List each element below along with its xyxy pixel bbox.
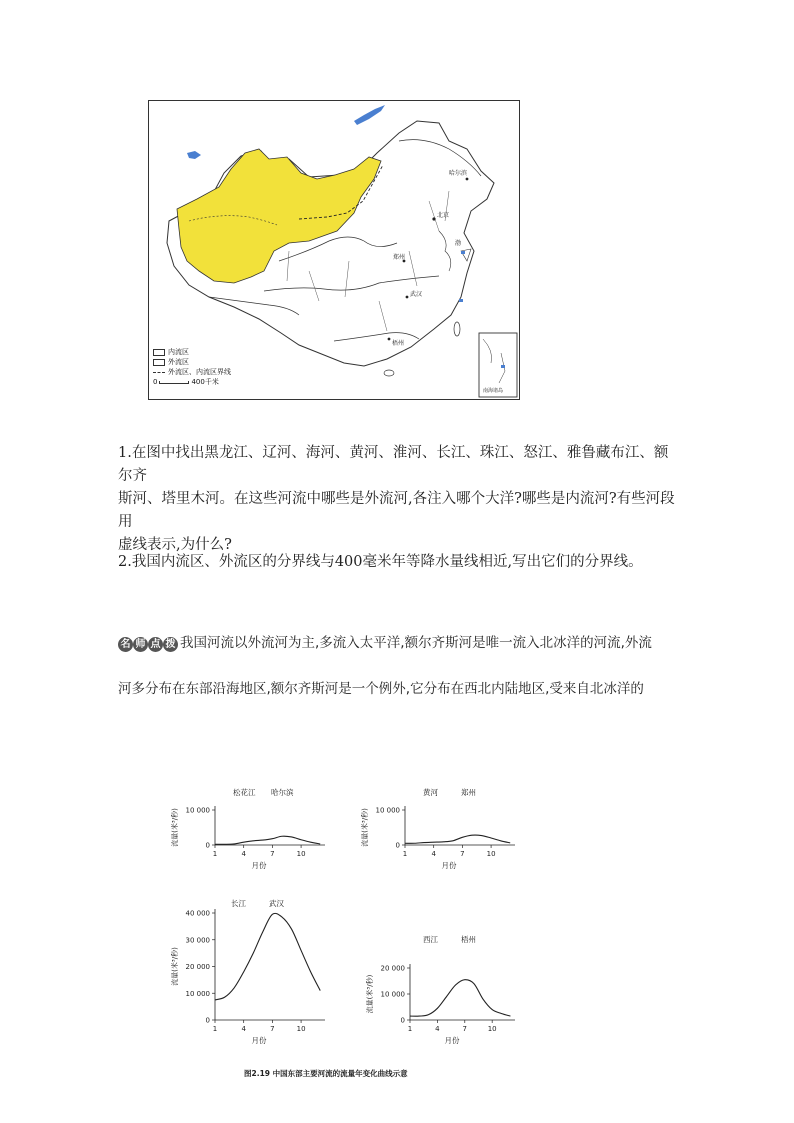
map-label-zhengzhou: 郑州	[393, 254, 406, 261]
chart-1-xtick-label-3: 10	[296, 850, 306, 858]
map-label-inset: 南海诸岛	[483, 388, 504, 394]
chart-4-series-line	[410, 980, 510, 1017]
chart-1-xtick-label-1: 4	[241, 850, 246, 858]
map-label-beijing: 北京	[437, 212, 450, 219]
chart-1-ylabel: 流量(米³/秒)	[171, 808, 179, 847]
sea-mark-1	[461, 251, 465, 254]
taiwan-island	[454, 322, 460, 336]
badge-char-2: 师	[133, 637, 148, 652]
beijing-dot	[432, 217, 435, 220]
chart-2-station-label: 郑州	[461, 788, 476, 797]
legend-label-outer: 外流区	[168, 358, 189, 366]
sea-mark-2	[459, 299, 463, 302]
china-drainage-map	[148, 100, 520, 400]
chart-1-river-label: 松花江	[233, 788, 256, 797]
chart-2-xtick-label-2: 7	[460, 850, 465, 858]
wuzhou-dot	[388, 338, 391, 341]
legend-swatch-inner	[153, 349, 165, 356]
map-label-wuzhou: 梧州	[392, 340, 405, 347]
question-2-text: 2.我国内流区、外流区的分界线与400毫米年等降水量线相近,写出它们的分界线。	[118, 554, 643, 570]
tip-paragraph-line-1	[118, 631, 652, 652]
chart-4-xtick-label-3: 10	[487, 1025, 497, 1033]
chart-4-ylabel: 流量(米³/秒)	[366, 974, 374, 1014]
chart-3-ytick-label-1: 10 000	[185, 989, 210, 998]
legend-inner	[153, 347, 231, 357]
map-legend	[153, 347, 231, 387]
chart-3-ytick-label-4: 40 000	[185, 909, 210, 918]
badge-char-3: 点	[148, 637, 163, 652]
chart-3-series-line	[215, 913, 320, 1000]
legend-swatch-outer	[153, 359, 165, 366]
scale-distance: 400千米	[191, 378, 219, 386]
chart-3-xtick-label-3: 10	[296, 1025, 306, 1033]
chart-2-ylabel: 流量(米³/秒)	[361, 808, 369, 847]
scale-zero: 0	[153, 378, 158, 386]
chart-3-ylabel: 流量(米³/秒)	[171, 947, 179, 986]
sea-mark-3	[501, 365, 505, 368]
chart-3-xlabel: 月份	[251, 1036, 267, 1045]
chart-4-xtick-label-1: 4	[435, 1025, 440, 1033]
harbin-dot	[466, 178, 469, 181]
legend-boundary	[153, 367, 231, 377]
river-discharge-charts	[165, 780, 545, 1085]
chart-4-xtick-label-0: 1	[407, 1025, 413, 1033]
question-1-line-1: 1.在图中找出黑龙江、辽河、海河、黄河、淮河、长江、珠江、怒江、雅鲁藏布江、额尔齐	[118, 445, 669, 484]
map-label-wuhan: 武汉	[410, 291, 423, 298]
charts-canvas	[165, 780, 545, 1065]
chart-1-station-label: 哈尔滨	[271, 788, 294, 797]
chart-3-xtick-label-0: 1	[212, 1025, 218, 1033]
badge-char-1: 名	[118, 637, 133, 652]
chart-1-xtick-label-0: 1	[212, 850, 218, 858]
map-label-sea: 渤	[455, 240, 462, 247]
chart-3-ytick-label-0: 0	[205, 1016, 210, 1025]
tip-text-line-2: 河多分布在东部沿海地区,额尔齐斯河是一个例外,它分布在西北内陆地区,受来自北冰洋的	[118, 681, 644, 697]
chart-2-xtick-label-3: 10	[486, 850, 496, 858]
tip-paragraph-line-2	[118, 677, 644, 697]
chart-1-ytick-label-0: 0	[205, 841, 210, 850]
baikal-lake	[354, 105, 385, 125]
legend-outer	[153, 357, 231, 367]
tip-text-line-1: 我国河流以外流河为主,多流入太平洋,额尔齐斯河是唯一流入北冰洋的河流,外流	[180, 635, 652, 651]
scale-bar	[153, 377, 231, 387]
chart-2-xtick-label-1: 4	[431, 850, 436, 858]
chart-4-ytick-label-0: 0	[400, 1016, 405, 1025]
question-1	[118, 442, 678, 557]
teacher-tip-badge	[118, 635, 178, 652]
chart-1-ytick-label-1: 10 000	[185, 806, 210, 815]
chart-3-river-label: 长江	[231, 899, 246, 908]
chart-2-series-line	[405, 835, 510, 843]
chart-1-xtick-label-2: 7	[270, 850, 275, 858]
chart-3-xtick-label-1: 4	[241, 1025, 246, 1033]
question-1-line-2: 斯河、塔里木河。在这些河流中哪些是外流河,各注入哪个大洋?哪些是内流河?有些河段用	[118, 491, 675, 530]
northwest-lake	[187, 151, 201, 159]
hainan-island	[384, 370, 394, 376]
legend-label-inner: 内流区	[168, 348, 189, 356]
map-label-harbin: 哈尔滨	[449, 170, 468, 177]
chart-4-station-label: 梧州	[461, 935, 476, 944]
chart-2-ytick-label-0: 0	[395, 841, 400, 850]
chart-2-xtick-label-0: 1	[402, 850, 408, 858]
figure-caption: 图2.19 中国东部主要河流的流量年变化曲线示意	[244, 1069, 408, 1078]
chart-4-xtick-label-2: 7	[462, 1025, 468, 1033]
chart-2-xlabel: 月份	[441, 861, 457, 870]
chart-4-river-label: 西江	[423, 935, 438, 944]
chart-3-station-label: 武汉	[269, 899, 284, 908]
wuhan-dot	[406, 296, 409, 299]
chart-1-xlabel: 月份	[251, 861, 267, 870]
chart-1-series-line	[215, 836, 320, 844]
legend-label-boundary: 外流区、内流区界线	[168, 368, 231, 376]
chart-4-ytick-label-1: 10 000	[380, 990, 405, 999]
chart-3-ytick-label-3: 30 000	[185, 936, 210, 945]
question-1-line-3: 虚线表示,为什么?	[118, 537, 232, 553]
chart-4-ytick-label-2: 20 000	[380, 964, 405, 973]
chart-2-ytick-label-1: 10 000	[375, 806, 400, 815]
question-2	[118, 551, 678, 574]
scale-line	[159, 381, 189, 384]
chart-3-xtick-label-2: 7	[270, 1025, 275, 1033]
chart-3-ytick-label-2: 20 000	[185, 963, 210, 971]
chart-2-river-label: 黄河	[423, 788, 438, 797]
badge-char-4: 拨	[163, 637, 178, 652]
chart-4-xlabel: 月份	[444, 1036, 460, 1045]
legend-dash-line	[153, 372, 165, 373]
